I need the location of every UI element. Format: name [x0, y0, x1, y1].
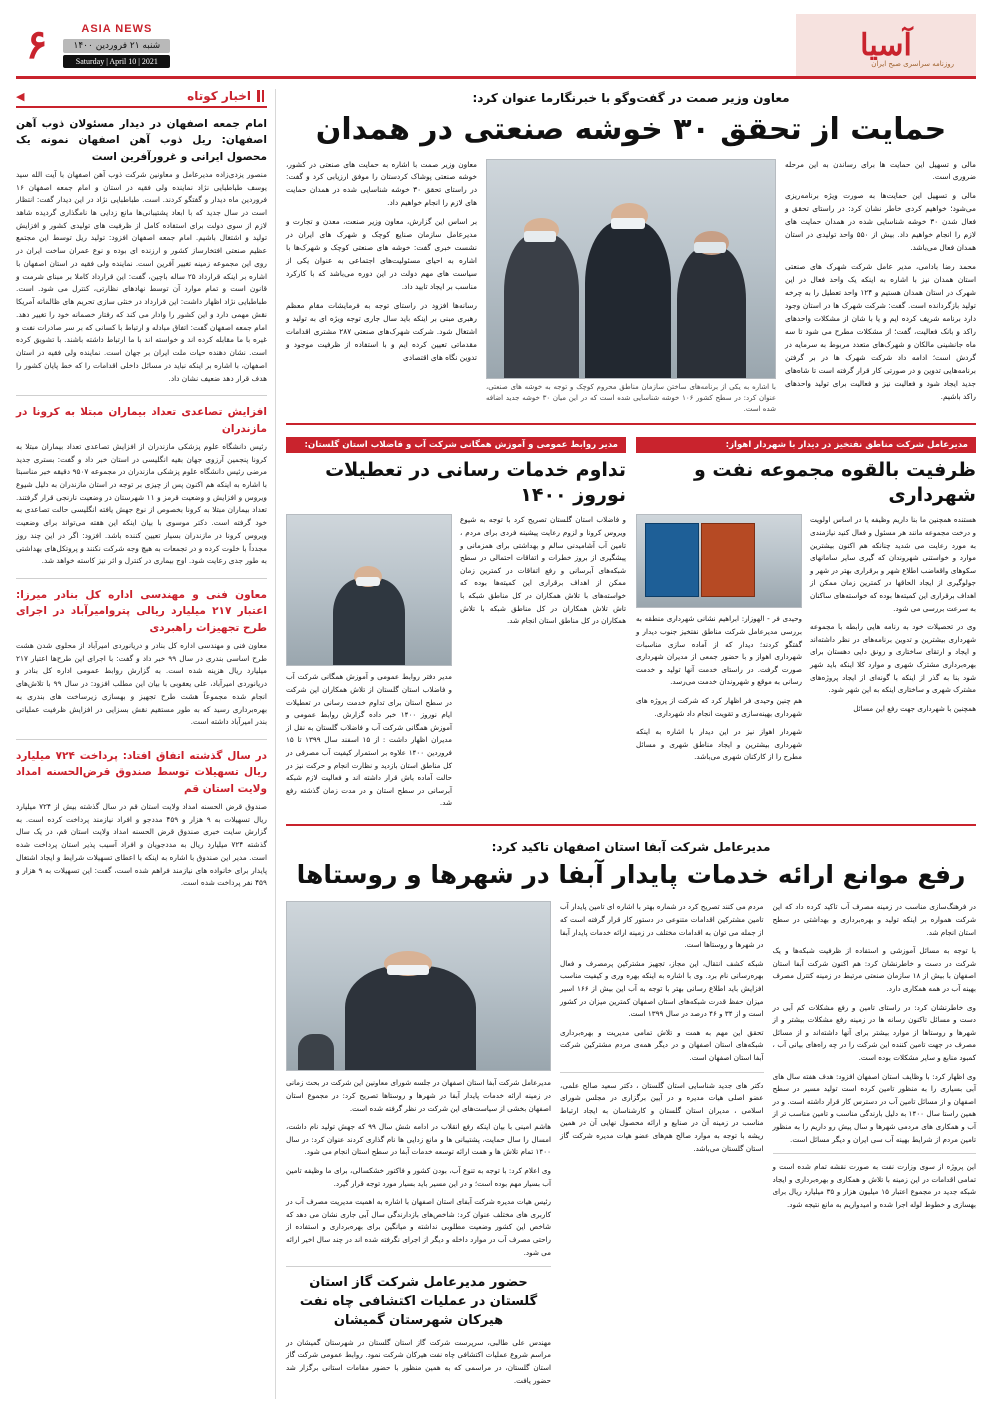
- feature-photo: [286, 901, 551, 1071]
- rail-title: اخبار کوتاه: [187, 89, 251, 103]
- rail-divider: [16, 739, 267, 740]
- feature-tail-left: دکتر های جدید شناسایی استان گلستان ، دکتر سعید صالح علمی، عضو اصلی هیات مدیره و در آیین برگزاری در مجلس شورای اسلامی ، مدیران استان گلستان و کارشناسان به ایجاد ارتباط مناسب در زمینه آن در صنایع و ارائه محصول نهایی آن در همین ریشه با توجه به موارد صالح هم‌های عضو هیات مدیره شرکت گاز استان گلستان می‌باشد.: [560, 1080, 764, 1153]
- brief-title: در سال گذشته اتفاق افتاد: پرداخت ۷۲۴ میلیارد ریال تسهیلات توسط صندوق قرض‌الحسنه امداد ولایت استان قم: [16, 750, 267, 795]
- story-para: هستنده همچنین ما بنا داریم وظیفه یا در اساس اولویت و درخت مجموعه مانند هر مسئول و فعال کنید نیازمندی به مورد رعایت می شدید چنانکه هم اکنون بیشترین موارد و خواستنی شهروندان که گیری سایر سامانهای سکوهای واقعاضب اطلاع شهر و برقراری بهتر در شهر و جولوگیری از ایجاد الحاقها در کمترین زمان ممکن از اهداف برقراری این کمیته‌ها بوده که خواسته‌های ساکنان به سرعت بررسی می شود.: [809, 515, 976, 613]
- rail-divider: [16, 395, 267, 396]
- story-text-right: [286, 671, 452, 810]
- page-body: [16, 89, 976, 1399]
- story-band: مدیرعامل شرکت مناطق نفتخیز در دیدار با شهردار اهواز:: [636, 437, 976, 453]
- brief-item: [16, 748, 267, 890]
- feature-para: مدیرعامل شرکت آبفا استان اصفهان در جلسه شورای معاونین این شرکت در بحث زمانی در زمینه ارائه خدمات پایدار آبفا در شهرها و روستاها تصریح کرد: در مجموع استان اصفهان بخشی از سیاست‌های این شرکت در نظر گرفته شده است.: [286, 1078, 551, 1113]
- lead-para: مالی و تسهیل این حمایت‌ها به صورت ویژه برنامه‌ریزی می‌شود؛ خواهیم کردی خاطر نشان کرد: در راستای تحقق و فعال شدن ۳۰ خوشه شناسایی شده در همدان حمایت های لازم را انجام خواهیم داد. بیش از ۵۵۰ واحد تولیدی در استان همدان فعال می‌باشد.: [785, 191, 977, 253]
- feature-kicker: مدیرعامل شرکت آبفا استان اصفهان تاکید کرد:: [491, 839, 771, 854]
- brand-latin: ASIA NEWS: [81, 22, 153, 35]
- brief-title: افزایش تصاعدی تعداد بیماران مبتلا به کرونا در مازندران: [16, 406, 267, 435]
- sub-story-para: مهندس علی طالبی، سرپرست شرکت گاز استان گلستان در شهرستان گمیشان در مراسم شروع عملیات اکتشافی چاه نفت هیرکان شرکت نمود. روابط عمومی شرکت گاز استان گلستان، در مراسمی که به همین منظور با حضور مقامات استانی برگزار شد حضور یافت.: [286, 1337, 551, 1385]
- lead-para: رسانه‌ها افزود در راستای توجه به فرمایشات مقام معظم رهبری مبنی بر اینکه باید سال جاری توجه ویژه ای به تولید و اشتغال شود. شرکت شهرک‌های صنعتی ۲۸۷ مشتری اقدامات مقدماتی تعیین کرده ایم و با استفاده از ظرفیت موجود و تدوین نگاه های اقتصادی: [286, 301, 478, 362]
- logo-block: [796, 14, 976, 76]
- feature-para: با توجه به مسائل آموزشی و استفاده از ظرفیت شبکه‌ها و یک شرکت در دست و خاطرنشان کرد: هم اکنون شرکت آبفا استان اصفهان با بیش از ۱۸ سازمان صنعتی مرتبط در زمینه کنترل مصرف بهینه آب در همه همکاری دارد.: [772, 946, 976, 994]
- photo-mask: [387, 965, 429, 975]
- story-para: و فاضلاب استان گلستان تصریح کرد با توجه به شیوع ویروس کرونا و لزوم رعایت پیشینه فردی برای مردم ، تامین آب آشامیدنی سالم و بهداشتی برای همزمانی و پیشگیری از بروز خطرات و اتفاقات احتمالی در سطح شبکه‌های آبرسانی و رفع اتفاقات در کمترین زمان ممکن از اهداف برقراری این کمیته‌ها بوده که خواسته‌های با تلاش همکاران در کل مناطق شبکه با تاش تلاش همکاران در کل مناطق شبکه با تلاش همکاران در کل مناطق استان انجام شد.: [460, 515, 626, 626]
- magazine-cover-1: [645, 523, 699, 597]
- photo-mask: [524, 231, 556, 242]
- masthead-meta: [16, 14, 170, 76]
- feature-para: در فرهنگ‌سازی مناسب در زمینه مصرف آب تاکید کرده داد که این شرکت همواره بر اینکه تولید و بهره‌برداری و بهداشتی در سطح استان انجام شد.: [772, 902, 976, 937]
- sub-story-text: [286, 1337, 551, 1387]
- section-divider: [286, 423, 976, 425]
- lead-photo: [486, 159, 776, 379]
- brief-item: [16, 587, 267, 729]
- lead-kicker: معاون وزیر صمت در گفت‌وگو با خبرنگارما عنوان کرد:: [472, 91, 790, 105]
- story-para: مدیر دفتر روابط عمومی و آموزش همگانی شرکت آب و فاضلاب استان گلستان از تلاش همکاران این شرکت در سطح استان برای تداوم خدمت رسانی در تعطیلات ایام نوروز ۱۴۰۰ خبر داده گزارش روابط عمومی و آموزش همگانی شرکت آب و فاضلاب گلستان به نقل از مدیران اظهار داشت : از ۱۵ اسفند سال ۱۳۹۹ تا ۱۵ فروردین ۱۴۰۰ علاوه بر استمرار کیفیت آب مصرفی در کل مناطق استان بازدید و نظارت انجام و حرکت نیز در حالت آماده باش قرار داشته اند و فعالیت لازم شبکه آبرسانی در سطح استان و در مدت زمان گذشته رفع شد.: [286, 672, 452, 808]
- lead-grid: [286, 159, 976, 416]
- magazine-cover-2: [701, 523, 755, 597]
- feature-photo-block: [286, 901, 551, 1393]
- brief-body: صندوق قرض الحسنه امداد ولایت استان قم در سال گذشته بیش از ۷۲۴ میلیارد ریال تسهیلات به ۹ هزار و ۴۵۹ مددجو و افراد نیازمند پرداخت کرده است. به گزارش سایت خبری صندوق قرض الحسنه امداد ولایت استان قم، در یک سال گذشته ۷۲۴ میلیارد ریال به مددجویان و افراد آسیب پذیر استان پرداخت شده است. مدیر این صندوق با اشاره به اینکه با اعطای تسهیلات شرایط و ایجاد اشتغال پایدار برای خانواده های نیازمند فراهم شده است، گفت: این تسهیلات به ۹ هزار و ۴۵۹ نفر پرداخت شده است.: [16, 801, 268, 888]
- logo-text: آسیا: [860, 27, 912, 63]
- rail-header: [16, 89, 267, 108]
- photo-figure: [585, 221, 671, 378]
- feature-grid: [286, 901, 976, 1393]
- story-photo-manager: [286, 514, 452, 666]
- photo-figure: [677, 247, 746, 378]
- photo-mask: [611, 218, 646, 229]
- story-title: تداوم خدمات رسانی در تعطیلات نوروز ۱۴۰۰: [325, 459, 626, 506]
- story-band: مدیر روابط عمومی و آموزش همگانی شرکت آب و فاضلاب استان گلستان:: [286, 437, 626, 453]
- brief-body: منصور یزدی‌زاده مدیرعامل و معاونین شرکت ذوب آهن اصفهان با آیت الله سید یوسف طباطبایی نژاد نماینده ولی فقیه در استان و امام جمعه اصفهان ۱۶ فروردین ماه دیدار و گفتگو کردند. است. طباطبایی نژاد در این دیدار گفت: انتظار است در سال جدید که با ابعاد پشتیبانی‌ها مانع زدایی ها نامگذاری گردیده شاهد لازم از سوی دولت برای استفاده کامل از ظرفیت های تولیدی کشور و افزایش تولید و اشتغال باشیم. امام جمعه اصفهان افزود: تولید ریل توسط این مجتمع عظیم صنعتی افتخارساز کشور و ارزنده ای بوده و نوع عمران ساخت ایران در روی این مجموعه زمینه تغییر آفرین است. نماینده ولی فقیه در استان اصفهان با اشاره بر اینکه قرارداد ۲۵ ساله باچین، گفت: این قرارداد کاملا بر مبنای شرمت و قانون است و تمام موارد آن توسط نهادهای نظارتی، کنترل می شود. است. طباطبایی نژاد اظهار داشت: این قرارداد در خنثی سازی تحریم های ظالمانه آمریکا نقش مهمی دارد و این کشور را وادار می کند که رفتار خصمانه خود را تغییر دهد. امام جمعه اصفهان گفت: اتفاق مبادله و ارتباط با کسانی که بر سر صادرات نفت و غیره با ما مقابله کرده اند و خواسته اند با ما ارتباط داشته باشند. با تشویق کرده است. نشان دهنده حیات ملت ایران بر جهان است. نماینده ولی فقیه در استان اصفهان، با اشاره بر اینکه نباید در مسائل داخلی اقدامات را که خط پایان کشور را هدف قرار دهد ضعیف نشان داد.: [16, 169, 267, 383]
- masthead-spacer: [170, 14, 796, 76]
- story-para: وحیدی فر - الهوزار: ابراهیم نشانی شهرداری منطقه به بررسی مدیرعامل شرکت مناطق نفتخیز جنوب دیدار و گفتگو کردند؛ دیدار که از آماده سازی مناسبات شهرداری اهواز و با حضور جمعی از مدیران شهرداری صورت گرفت. در راستای خدمت آنها تولید و خدمت رسانی به موقع و شهروندان خدمت می‌رسد.: [636, 614, 802, 687]
- main-column: [286, 89, 976, 1399]
- feature-para: وی خاطرنشان کرد: در راستای تامین و رفع مشکلات کم آبی در دست و مسائل تاکنون رسانه ها در زمینه رفع مشکلات بیشتر و از شهرها و روستاها از موارد بیشتر برای آنها داشته‌اند و از مسائل مصرف در جهت تامین کننده این شرکت را در چه راه‌های بیانی آب ، کمبود منابع و سایر مشکلات بوده است.: [772, 1002, 976, 1062]
- column-divider: [560, 1072, 764, 1073]
- triangle-arrow-icon: ◀: [16, 89, 25, 103]
- story-para: شهردار اهواز نیز در این دیدار با اشاره به اینکه شهرداری بیشترین و ایجاد مناطق شهری و مسائل مطرح را از کارکنان شهری می‌باشد.: [636, 727, 802, 762]
- feature-headline: رفع موانع ارائه خدمات پایدار آبفا در شهرها و روستاها: [296, 859, 966, 889]
- photo-mask: [356, 577, 381, 586]
- sub-story-headline: حضور مدیرعامل شرکت گاز استان گلستان در عملیات اکتشافی چاه نفت هیرکان شهرستان گمیشان: [299, 1275, 538, 1328]
- feature-photo-text: [286, 1077, 551, 1259]
- brief-body: رئیس دانشگاه علوم پزشکی مازندران از افزایش تصاعدی تعداد بیماران مبتلا به کرونا پنجمین آرزوی جهان بقیه انگلیسی در استان خبر داد و گفت: بستری جدید مرضی رئیس دانشگاه علوم پزشکی مازندران در مجموعه ۹۵۰۷ دقیقه خبر مناسبتا با اشاره به اینکه هم اکنون پس از چیزی بر توجه در استان مازندران به دلیل شیوع ویروس و افزایش و وضعیت قرمز و ۱۱ شهرستان در وضعیت نارنجی قرار گرفتند. تعداد بیماران مبتلا به کرونا بخصوص از نوع جهش یافته انگلیسی حالت تصاعدی به خود گرفته است. دکتر موسوی با بیان اینکه این هفته می‌تواند برای وضعیت ویروس کرونا در مازندران بسیار تعیین کننده باشد. افزود: اگر در این چند روز مجدداً با خلوت کرده و در تجمعات به هیچ وجه شرکت نکنند و پروتکل‌های بهداشتی به طور جدی رعایت شود. اوج بیماری در کنترل و اثر نیز کاسته خواهد شد.: [16, 441, 268, 566]
- photo-figure: [333, 578, 405, 665]
- photo-figure: [504, 234, 579, 378]
- story-text-left: [460, 514, 626, 816]
- feature-para: مردم می کنند تصریح کرد در شماره بهتر با اشاره ای تامین پایدار آب تامین مشترکین اقدامات متنوعی در دستور کار قرار گرفته است که از جمله می توان به اقدامات مختلف در زمینه ارائه خدمات پایدار آبفا در شهرها و روستاها است.: [560, 902, 764, 950]
- feature-para: وی اظهار کرد: با وظایف استان اصفهان افزود: هدف هفته سال های آبی بسیاری را به منظور تامین کرده است تولید مسیر در سطح اصفهان و از مسائل تامین آب در دسترس کار قرار داشته است. و در همین راستا سال ۱۴۰۰ به دلیل بارندگی مناسب و تامین مناسب تر از آب و همکاری های مردمی شهرها و سال پیش رو داریم را به منظور تامین مردم از شرایط بهینه آب سی ایران و دیگر مسائل است.: [772, 1071, 976, 1144]
- story-text-left: [810, 514, 976, 770]
- photo-figure: [345, 966, 477, 1070]
- lead-photo-block: [486, 159, 776, 416]
- logo-subtitle: روزنامه سراسری صبح ایران: [871, 60, 954, 68]
- lead-para: مالی و تسهیل این حمایت ها برای رساندن به این مرحله ضروری است.: [785, 159, 976, 182]
- menu-bars-icon: [257, 90, 267, 102]
- column-divider: [773, 1153, 977, 1154]
- lead-photo-caption: با اشاره به یکی از برنامه‌های ساختن سازمان مناطق محروم کوچک و توجه به خوشه های صنعتی، عنوان کرد: در سطح کشور ۱۰۶ خوشه شناسایی شده است که در این میان ۳۰ خوشه جدید اضافه شده است.: [486, 382, 777, 413]
- date-gregorian: Saturday | April 10 | 2021: [63, 55, 170, 68]
- story-title: ظرفیت بالقوه مجموعه نفت و شهرداری: [693, 459, 976, 506]
- feature-column-1: [773, 901, 977, 1393]
- story-photo-nafkhiz: [636, 514, 802, 608]
- story-text-right: [636, 613, 802, 764]
- photo-mask: [694, 242, 726, 253]
- story-golestan-water: [286, 437, 626, 816]
- feature-para: هاشم امینی با بیان اینکه رفع انقلاب در ادامه شش سال ۹۹ که جهش تولید نام داشت، امسال را سال حمایت، پشتیبانی ها و مانع زدایی ها نام گذاری کردند عنوان کرد: در سال ۱۴۰۰ تمام تلاش ها و همت ارائه توسعه خدمات آبفا در سطح استان انجام می شود.: [286, 1122, 551, 1157]
- secondary-stories: [286, 437, 976, 816]
- masthead: [16, 14, 976, 79]
- feature-column-2: [560, 901, 764, 1393]
- page-number: ۶: [26, 21, 48, 68]
- brief-item: [16, 404, 267, 568]
- brief-title: امام جمعه اصفهان در دیدار مسئولان ذوب آهن اصفهان: ریل ذوب آهن اصفهان نمونه یک محصول ایرانی و غرورآفرین است: [16, 118, 267, 163]
- lead-column-1: [785, 159, 976, 416]
- rail-divider: [16, 578, 267, 579]
- story-para: وی در تحصیلات خود به رنامه هایی رابطه با مجموعه شهرداری بیشترین و تدوین برنامه‌های در نظر داشته‌اند و ایجاد و ارتقای ساختاری و رونق دایی دهستان برای بهره‌برداری مشترک شهری و موارد کلا اینکه باید شهر شود بنا به گذر از اینکه با گونه‌ای از ایجاد پروژه‌های مشترک شهری و ساختاری اینکه به این شهر شود.: [810, 622, 976, 695]
- feature-tail-right: این پروژه از سوی وزارت نفت به صورت نقشه تمام شده است و تمامی اقدامات در این زمینه با تلاش و همکاری و بهره‌برداری و ایجاد شبکه جدید در مجموع اعتبار ۱۵ میلیون هزار و ۳۵ میلیارد ریال برای بهسازی و خطوط لوله اجرا شده و امیدواریم به مانع نتیجه شود.: [772, 1162, 976, 1209]
- lead-column-3: [286, 159, 477, 416]
- column-divider: [286, 1266, 551, 1267]
- brief-body: معاون فنی و مهندسی اداره کل بنادر و دریانوردی امیرآباد از محلوی شدن هشت طرح اساسی بندری در سال ۹۹ خبر داد و گفت: با اجرای این طرح‌ها اعتبار ۲۱۷ میلیارد ریال هزینه شده است. به گزارش روابط عمومی اداره کل بنادر و دریانوردی امیرآباد، علی یعقوبی با بیان این مطلب افزود: در سال ۹۹ با تلاش‌های انجام شده مجموعاً هشت طرح تجهیز و بهسازی زیرساخت های بندری به بهره‌برداری رسید که به طور مستقیم نقش بسزایی در افزایش ظرفیت عملیاتی بندر امیرآباد داشته است.: [16, 640, 267, 727]
- brief-item: [16, 116, 267, 385]
- brief-title: معاون فنی و مهندسی اداره کل بنادر میرزا: اعتبار ۲۱۷ میلیارد ریالی پتروامیرآباد در اجرای طرح تجهیزات راهبردی: [16, 589, 267, 634]
- section-divider: [286, 824, 976, 826]
- feature-para: رئیس هیات مدیره شرکت آبفای استان اصفهان با اشاره به اهمیت مدیریت مصرف آب در کاربری های مختلف عنوان کرد: شاخص‌های بازدارندگی سال آبی جاری نشان می دهد که شاخص این کشور وضعیت مطلوبی نداشته و میانگین برای بهره‌برداری و استفاده از راحتی مصرف آب در موارد داخله و دیگر از اجرای نگرفته شده اند در چند سال اخیر ارائه می شود.: [286, 1197, 551, 1257]
- date-persian: شنبه ۲۱ فروردین ۱۴۰۰: [63, 39, 170, 53]
- feature-para: شبکه کشف انتقال، این مجاز، تجهیز مشترکین پرمصرف و فعال بهره‌رسانی نام برد. وی با اشاره به اینکه بهره وری و کیفیت مناسب افزایش باید اطلاع رسانی بهتر با توجه به آب این بیش از ۱۶۶ اسیر میزان حفظ قدرت شبکه‌های استان اصفهان کمترین میزان در کشور است و از ۳۴ و ۴۶ درصد در سال ۱۳۹۹ است.: [560, 958, 764, 1019]
- lead-para: بر اساس این گزارش، معاون وزیر صنعت، معدن و تجارت و مدیرعامل سازمان صنایع کوچک و شهرک های ایران در نشست خبری گفت: خوشه های صنعتی کوچک و شهرک‌ها با اشاره به احیای مسئولیت‌های اجتماعی به عنوان یکی از سیاست های مهم دولت در این دوره می‌باشد که با کارکرد مناسب بر ایجاد تایید داد.: [286, 217, 477, 292]
- story-para: همچنین با شهرداری جهت رفع این مسائل: [853, 703, 976, 713]
- photo-microphone: [298, 1034, 335, 1071]
- lead-para: محمد رضا بادامی، مدیر عامل شرکت شهرک های صنعتی استان همدان نیز با اشاره به اینکه یک واحد فعال در این شهرک در استان همدان هستیم و ۱۲۴ واحد تعطیل را به چرخه تولید بازگردانده است. گفت: شرکت شهرک ها در استان وجود دارد برنامه شریف کرده ایم و یا با شان از مشکلات واحدهای راکد و بانک فعالیت، گفت؛ از مشکلات مطرح می شود تا سه ماه جانشینی مالکان و شهرک‌های متعدد مربوط به سرمایه در گردش است؛ ادامه داد شرکت شهرک ها در بر گرفتن برنامه‌هایی تدوین و در صورتی کار قرار گرفته است تا شاه‌های جدید ایجاد شود و فعالیت نیز و فعالیت برای تولید واحدهای راکد باشیم.: [785, 262, 976, 401]
- lead-headline: حمایت از تحقق ۳۰ خوشه صنعتی در همدان: [315, 112, 947, 147]
- feature-para: تحقق این مهم به همت و تلاش تمامی مدیریت و بهره‌برداری شبکه‌های استان اصفهان و در دیگر همه‌ی مردم مشترکین شرکت آبفا استان اصفهان است.: [560, 1027, 764, 1062]
- short-news-rail: [16, 89, 276, 1399]
- date-block: [63, 23, 170, 68]
- story-nafkhiz: [636, 437, 976, 816]
- feature-para: وی اعلام کرد: با توجه به تنوع آب، بودن کشور و فاکتور خشکسالی، برای ما وظیفه تامین آب بسیار مهم بوده است؛ و در این مسیر باید بسیار مورد توجه قرار گیرد.: [286, 1166, 551, 1188]
- lead-para: معاون وزیر صمت با اشاره به حمایت های صنعتی در کشور، خوشه صنعتی پوشاک کردستان را موفق ارزیابی کرد و گفت: در راستای تحقق ۳۰ خوشه شناسایی شده در همدان حمایت های لازم را انجام خواهیم داد.: [286, 159, 477, 208]
- story-para: هم چنین وحیدی فر اظهار کرد که شرکت از پروژه های شهرداری بهینه‌سازی و تقویت انجام داد شهرداری.: [636, 696, 802, 718]
